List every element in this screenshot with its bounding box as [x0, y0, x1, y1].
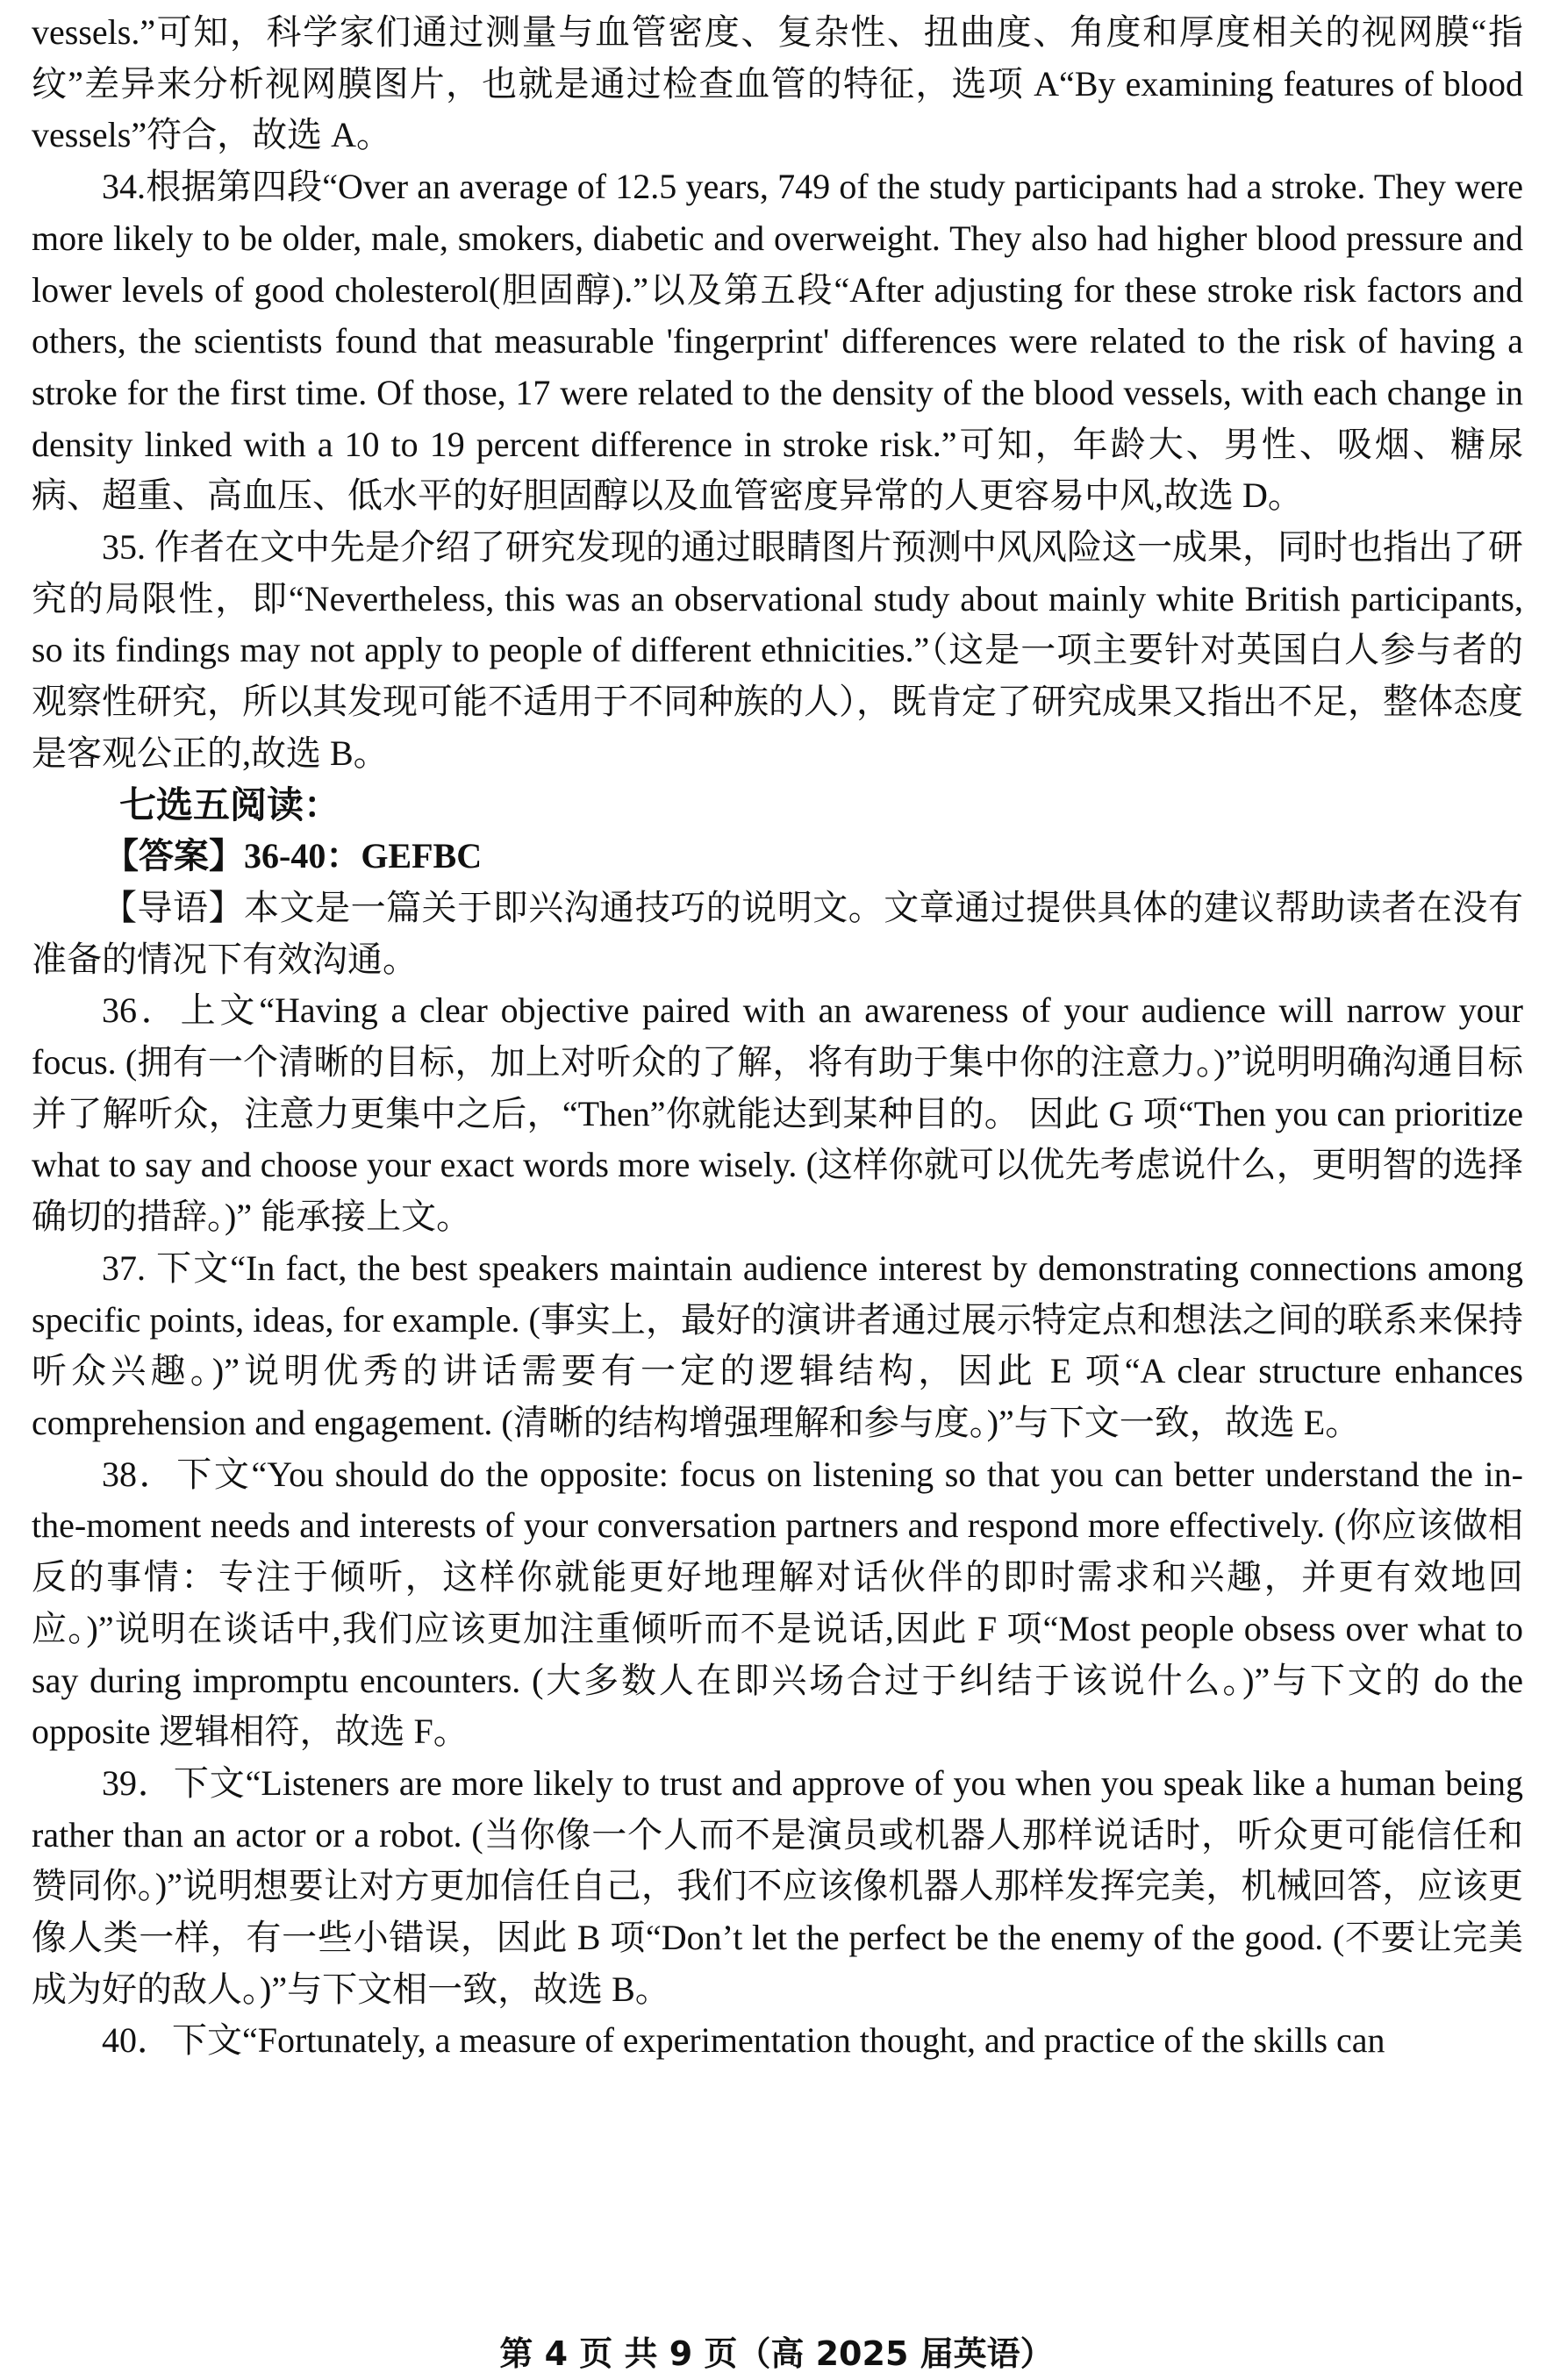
answer-value: 36-40：GEFBC [244, 836, 483, 876]
answer-tag: 【答案】 [104, 836, 244, 877]
answer-33-continuation: vessels.”可知，科学家们通过测量与血管密度、复杂性、扭曲度、角度和厚度相关的视网膜“指纹”差异来分析视网膜图片，也就是通过检查血管的特征，选项 A“By examining features of blood vessels”符合，故选 A。 [32, 12, 1523, 155]
answer-39-explanation: 39．下文“Listeners are more likely to trust and approve of you when you speak like a human being rather than an actor or a robot. (当你像一个人而不是演员或机器人那样说话时，听众更可能信任和赞同你。)”说明想要让对方更加信任自己，我们不应该像机器人那样发挥完美，机械回答，应该更像人类一样，有一些小错误，因此 B 项“Don’t let the perfect be the enemy of the good. (不要让完美成为好的敌人。)”与下文相一致，故选 B。 [32, 1762, 1523, 2009]
answer-34-explanation: 34.根据第四段“Over an average of 12.5 years, 749 of the study participants had a stroke. They were more likely to be older, male, smokers, diabetic and overweight. They also had higher blood pressure and lower levels of good cholesterol(胆固醇).”以及第五段“After adjusting for these stroke risk factors and others, the scientists found that measurable 'fingerprint' differences were related to the risk of having a stroke for the first time. Of those, 17 were related to the density of the blood vessels, with each change in density linked with a 10 to 19 percent difference in stroke risk.”可知，年龄大、男性、吸烟、糖尿病、超重、高血压、低水平的好胆固醇以及血管密度异常的人更容易中风,故选 D。 [32, 167, 1523, 516]
answer-38-explanation: 38．下文“You should do the opposite: focus on listening so that you can better understand the in-the-moment needs and interests of your conversation partners and respond more effectively. (你应该做相反的事情：专注于倾听，这样你就能更好地理解对话伙伴的即时需求和兴趣，并更有效地回应。)”说明在谈话中,我们应该更加注重倾听而不是说话,因此 F 项“Most people obsess over what to say during impromptu encounters. (大多数人在即兴场合过于纠结于该说什么。)”与下文的 do the opposite 逻辑相符，故选 F。 [32, 1454, 1523, 1752]
answer-40-explanation-start: 40．下文“Fortunately, a measure of experimentation thought, and practice of the skills can [102, 2020, 1385, 2061]
guide-intro: 【导语】本文是一篇关于即兴沟通技巧的说明文。文章通过提供具体的建议帮助读者在没有准备的情况下有效沟通。 [32, 887, 1523, 979]
section-title-seven-choose-five: 七选五阅读： [119, 783, 341, 826]
document-body [32, 7, 1523, 2067]
page-footer: 第 4 页 共 9 页（高 2025 届英语） [499, 2334, 1054, 2373]
answer-key-36-40 [32, 831, 1523, 883]
answer-36-explanation: 36．上文“Having a clear objective paired with an awareness of your audience will narrow your focus. (拥有一个清晰的目标，加上对听众的了解，将有助于集中你的注意力。)”说明明确沟通目标并了解听众，注意力更集中之后，“Then”你就能达到某种目的。 因此 G 项“Then you can prioritize what to say and choose your exact words more wisely. (这样你就可以优先考虑说什么，更明智的选择确切的措辞。)” 能承接上文。 [32, 990, 1523, 1237]
answer-37-explanation: 37. 下文“In fact, the best speakers maintain audience interest by demonstrating connections among specific points, ideas, for example. (事实上，最好的演讲者通过展示特定点和想法之间的联系来保持听众兴趣。)”说明优秀的讲话需要有一定的逻辑结构，因此 E 项“A clear structure enhances comprehension and engagement. (清晰的结构增强理解和参与度。)”与下文一致，故选 E。 [32, 1247, 1523, 1442]
answer-35-explanation: 35. 作者在文中先是介绍了研究发现的通过眼睛图片预测中风风险这一成果，同时也指出了研究的局限性，即“Nevertheless, this was an observational study about mainly white British participants, so its findings may not apply to people of different ethnicities.”（这是一项主要针对英国白人参与者的观察性研究，所以其发现可能不适用于不同种族的人），既肯定了研究成果又指出不足，整体态度是客观公正的,故选 B。 [32, 527, 1523, 773]
